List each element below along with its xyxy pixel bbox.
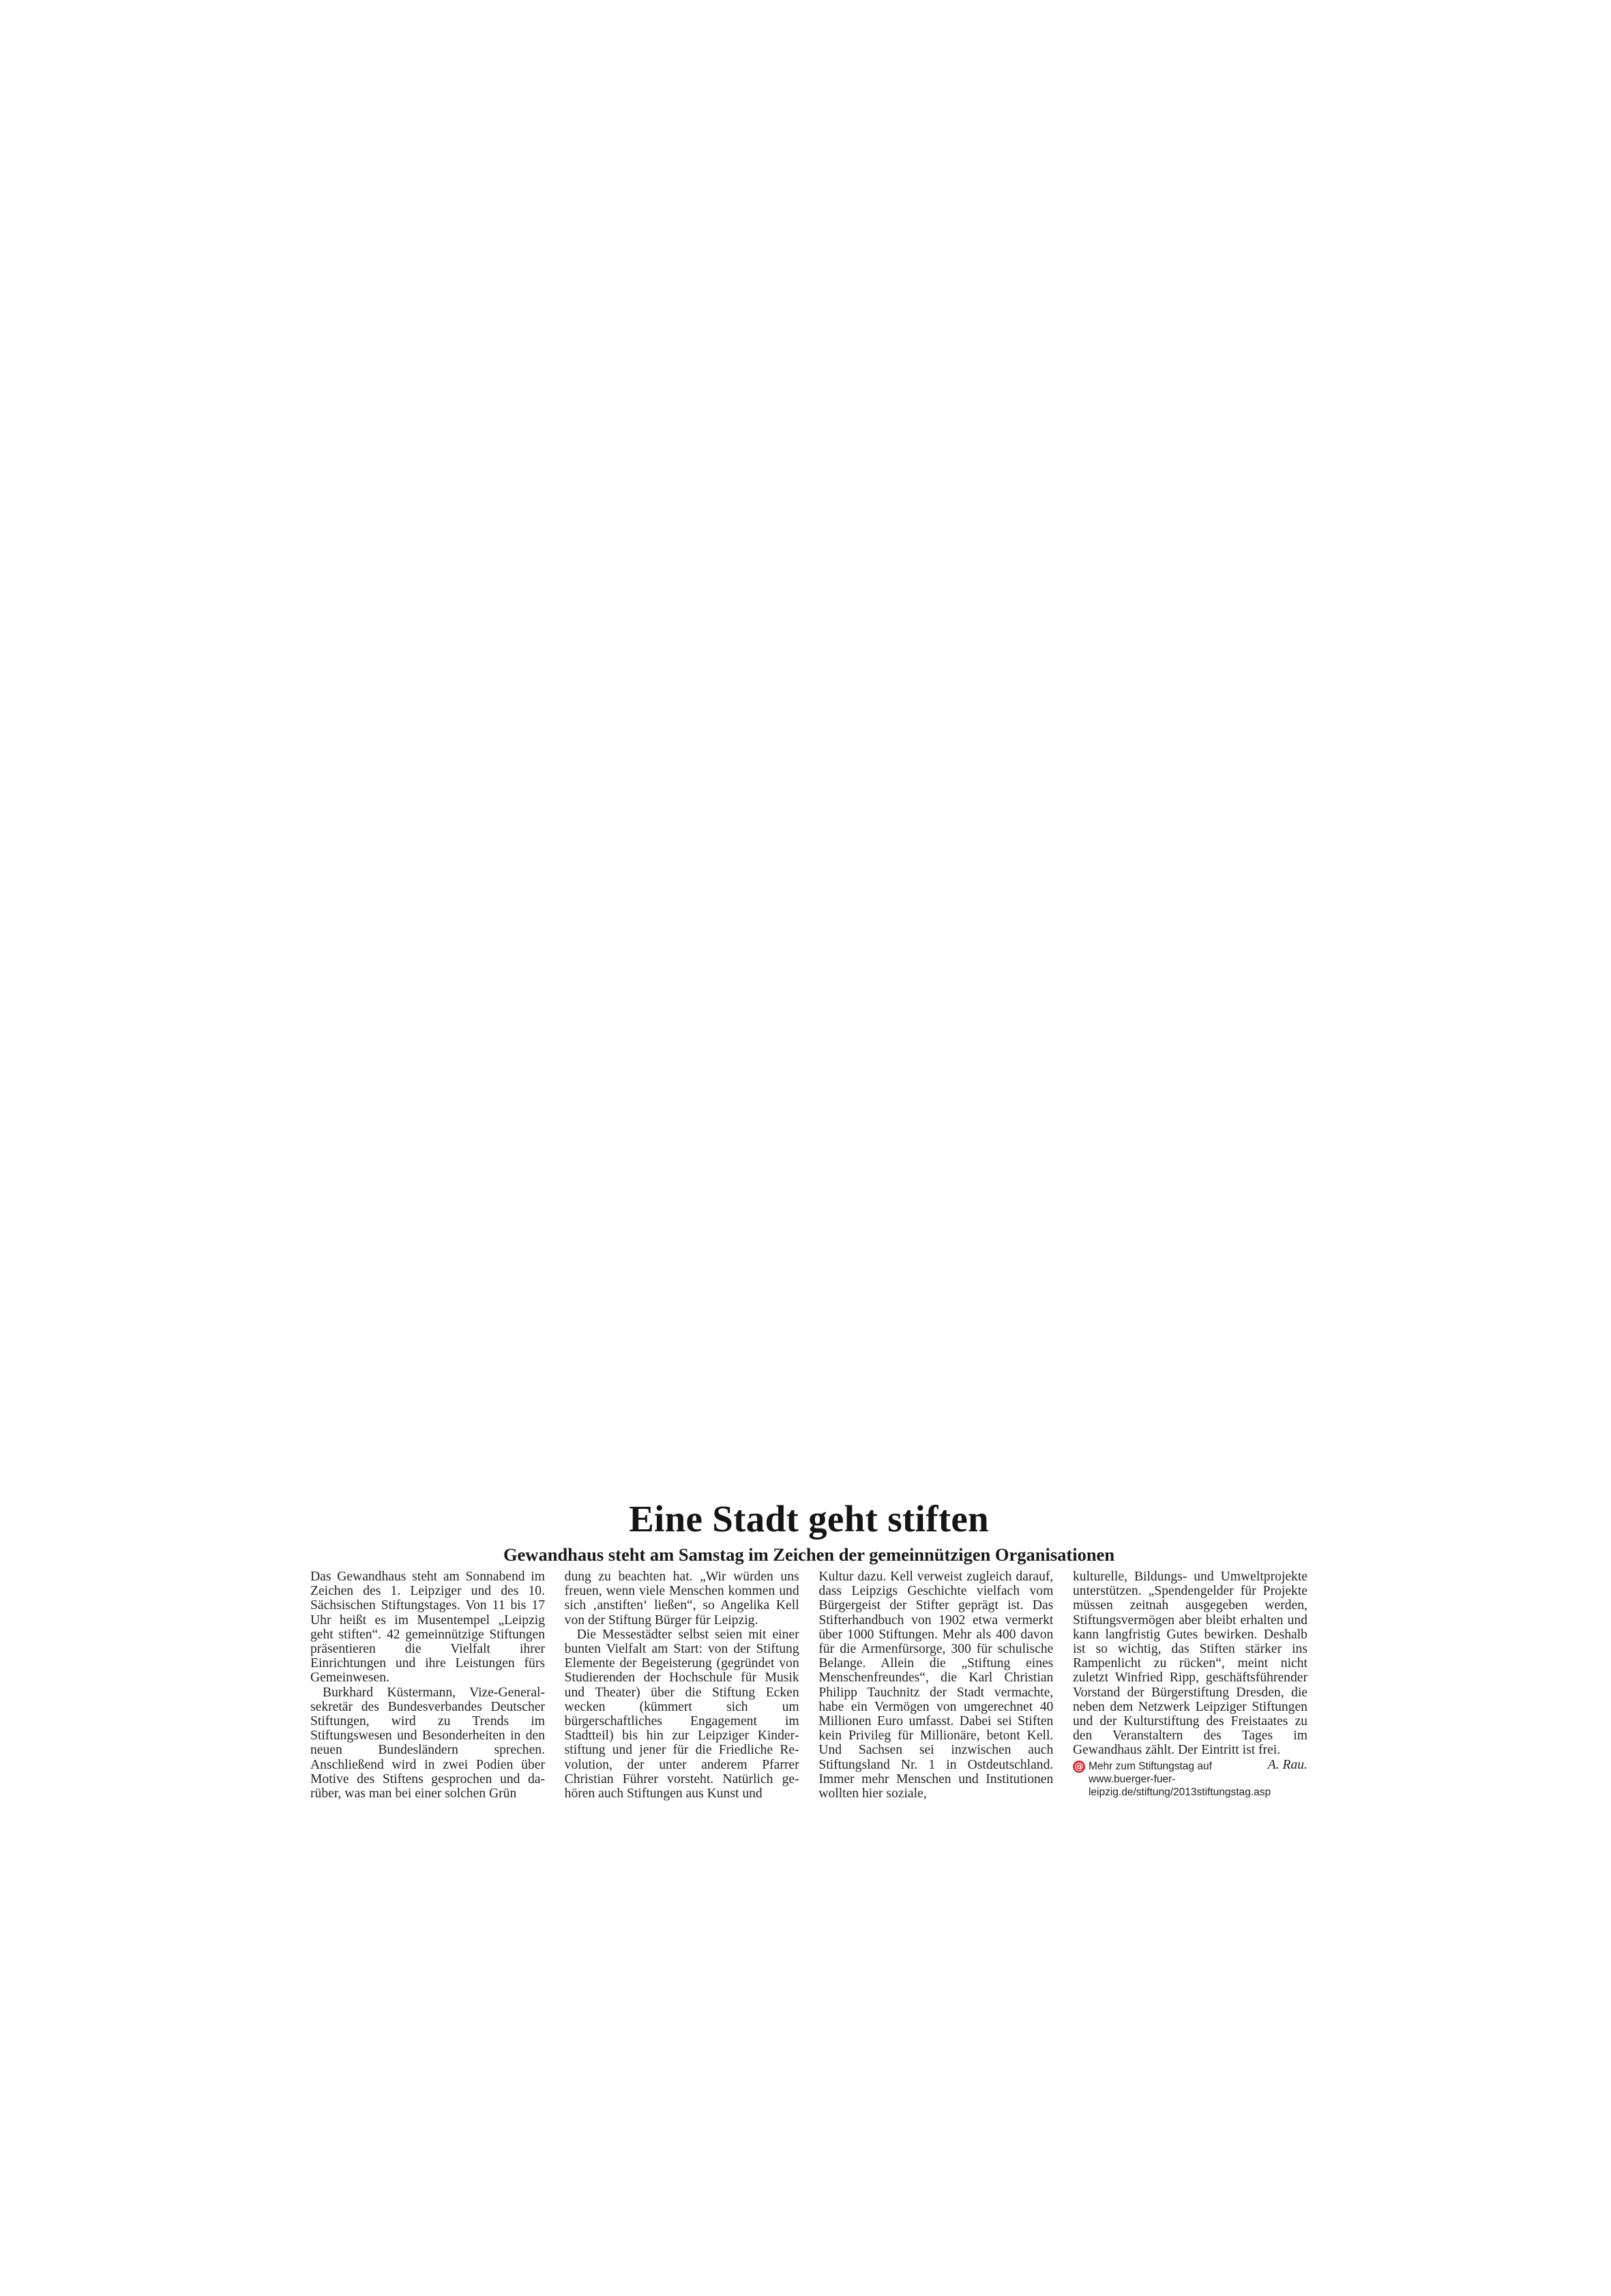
web-link-note[interactable]: [1073, 1760, 1271, 1799]
at-sign-icon: @: [1074, 1761, 1084, 1772]
byline: A. Rau.: [1267, 1757, 1307, 1772]
paragraph: Burkhard Küstermann, Vize-Generalsekretär des Bundesverbandes Deutscher Stiftungen, wird zu Trends im Stiftungswesen und Besonderheiten in den neuen Bundesländern sprechen. Anschließend wird in zwei Podien über Motive des Stiftens gesprochen und darüber, was man bei einer solchen Grün: [310, 1685, 545, 1801]
column-2: [565, 1570, 799, 1801]
article: [310, 1497, 1307, 1801]
paragraph-final: [1072, 1570, 1307, 1772]
article-columns: [310, 1570, 1307, 1801]
column-4: [1073, 1570, 1307, 1801]
subheadline: Gewandhaus steht am Samstag im Zeichen der gemeinnützigen Organisationen: [503, 1544, 1115, 1565]
paragraph-text: kulturelle, Bildungs- und Umweltprojekte unterstützen. „Spendengelder für Projekte müssen zeitnah ausgegeben werden, Stiftungsvermögen aber bleibt erhalten und kann langfristig Gutes bewirken. Deshalb ist so wichtig, das Stiften stärker ins Rampenlicht zu rücken“, meint nicht zuletzt Winfried Ripp, geschäftsführender Vorstand der Bürgerstiftung Dresden, die neben dem Netzwerk Leipziger Stiftungen und der Kulturstiftung des Freistaates zu den Veranstaltern des Tages im Gewandhaus zählt. Der Eintritt ist frei.: [1072, 1570, 1307, 1758]
link-text[interactable]: Mehr zum Stiftungstag auf www.buerger-fuer-leipzig.de/stiftung/2013stiftungstag.asp: [1088, 1760, 1271, 1798]
paragraph: Kultur dazu. Kell verweist zugleich darauf, dass Leipzigs Geschichte vielfach vom Bürgergeist der Stifter geprägt ist. Das Stifterhandbuch von 1902 etwa vermerkt über 1000 Stiftungen. Mehr als 400 davon für die Armenfürsorge, 300 für schulische Belange. Allein die „Stiftung eines Menschenfreundes“, die Karl Christian Philipp Tauchnitz der Stadt vermachte, habe ein Vermögen von umgerechnet 40 Millionen Euro umfasst. Dabei sei Stiften kein Privileg für Millionäre, betont Kell. Und Sachsen sei inzwischen auch Stiftungsland Nr. 1 in Ostdeutschland. Immer mehr Menschen und Institutionen wollten hier soziale,: [818, 1570, 1054, 1801]
column-1: [310, 1570, 545, 1801]
paragraph: dung zu beachten hat. „Wir würden uns freuen, wenn viele Menschen kommen und sich ‚anstiften‘ ließen“, so Angelika Kell von der Stiftung Bürger für Leipzig.: [564, 1570, 799, 1628]
headline: Eine Stadt geht stiften: [629, 1498, 989, 1540]
paragraph: Die Messestädter selbst seien mit einer bunten Vielfalt am Start: von der Stiftung Elemente der Begeisterung (gegründet von Studierenden der Hochschule für Musik und Theater) über die Stiftung Ecken wecken (kümmert sich um bürgerschaftliches Engagement im Stadtteil) bis hin zur Leipziger Kinderstiftung und jener für die Friedliche Revolution, der unter anderem Pfarrer Christian Führer vorsteht. Natürlich gehören auch Stiftungen aus Kunst und: [564, 1627, 799, 1801]
column-3: [818, 1570, 1053, 1801]
paragraph: Das Gewandhaus steht am Sonnabend im Zeichen des 1. Leipziger und des 10. Sächsischen Stiftungstages. Von 11 bis 17 Uhr heißt es im Musentempel „Leipzig geht stiften“. 42 gemeinnützige Stiftungen präsentieren die Vielfalt ihrer Einrichtungen und ihre Leistungen fürs Gemeinwesen.: [310, 1570, 545, 1686]
